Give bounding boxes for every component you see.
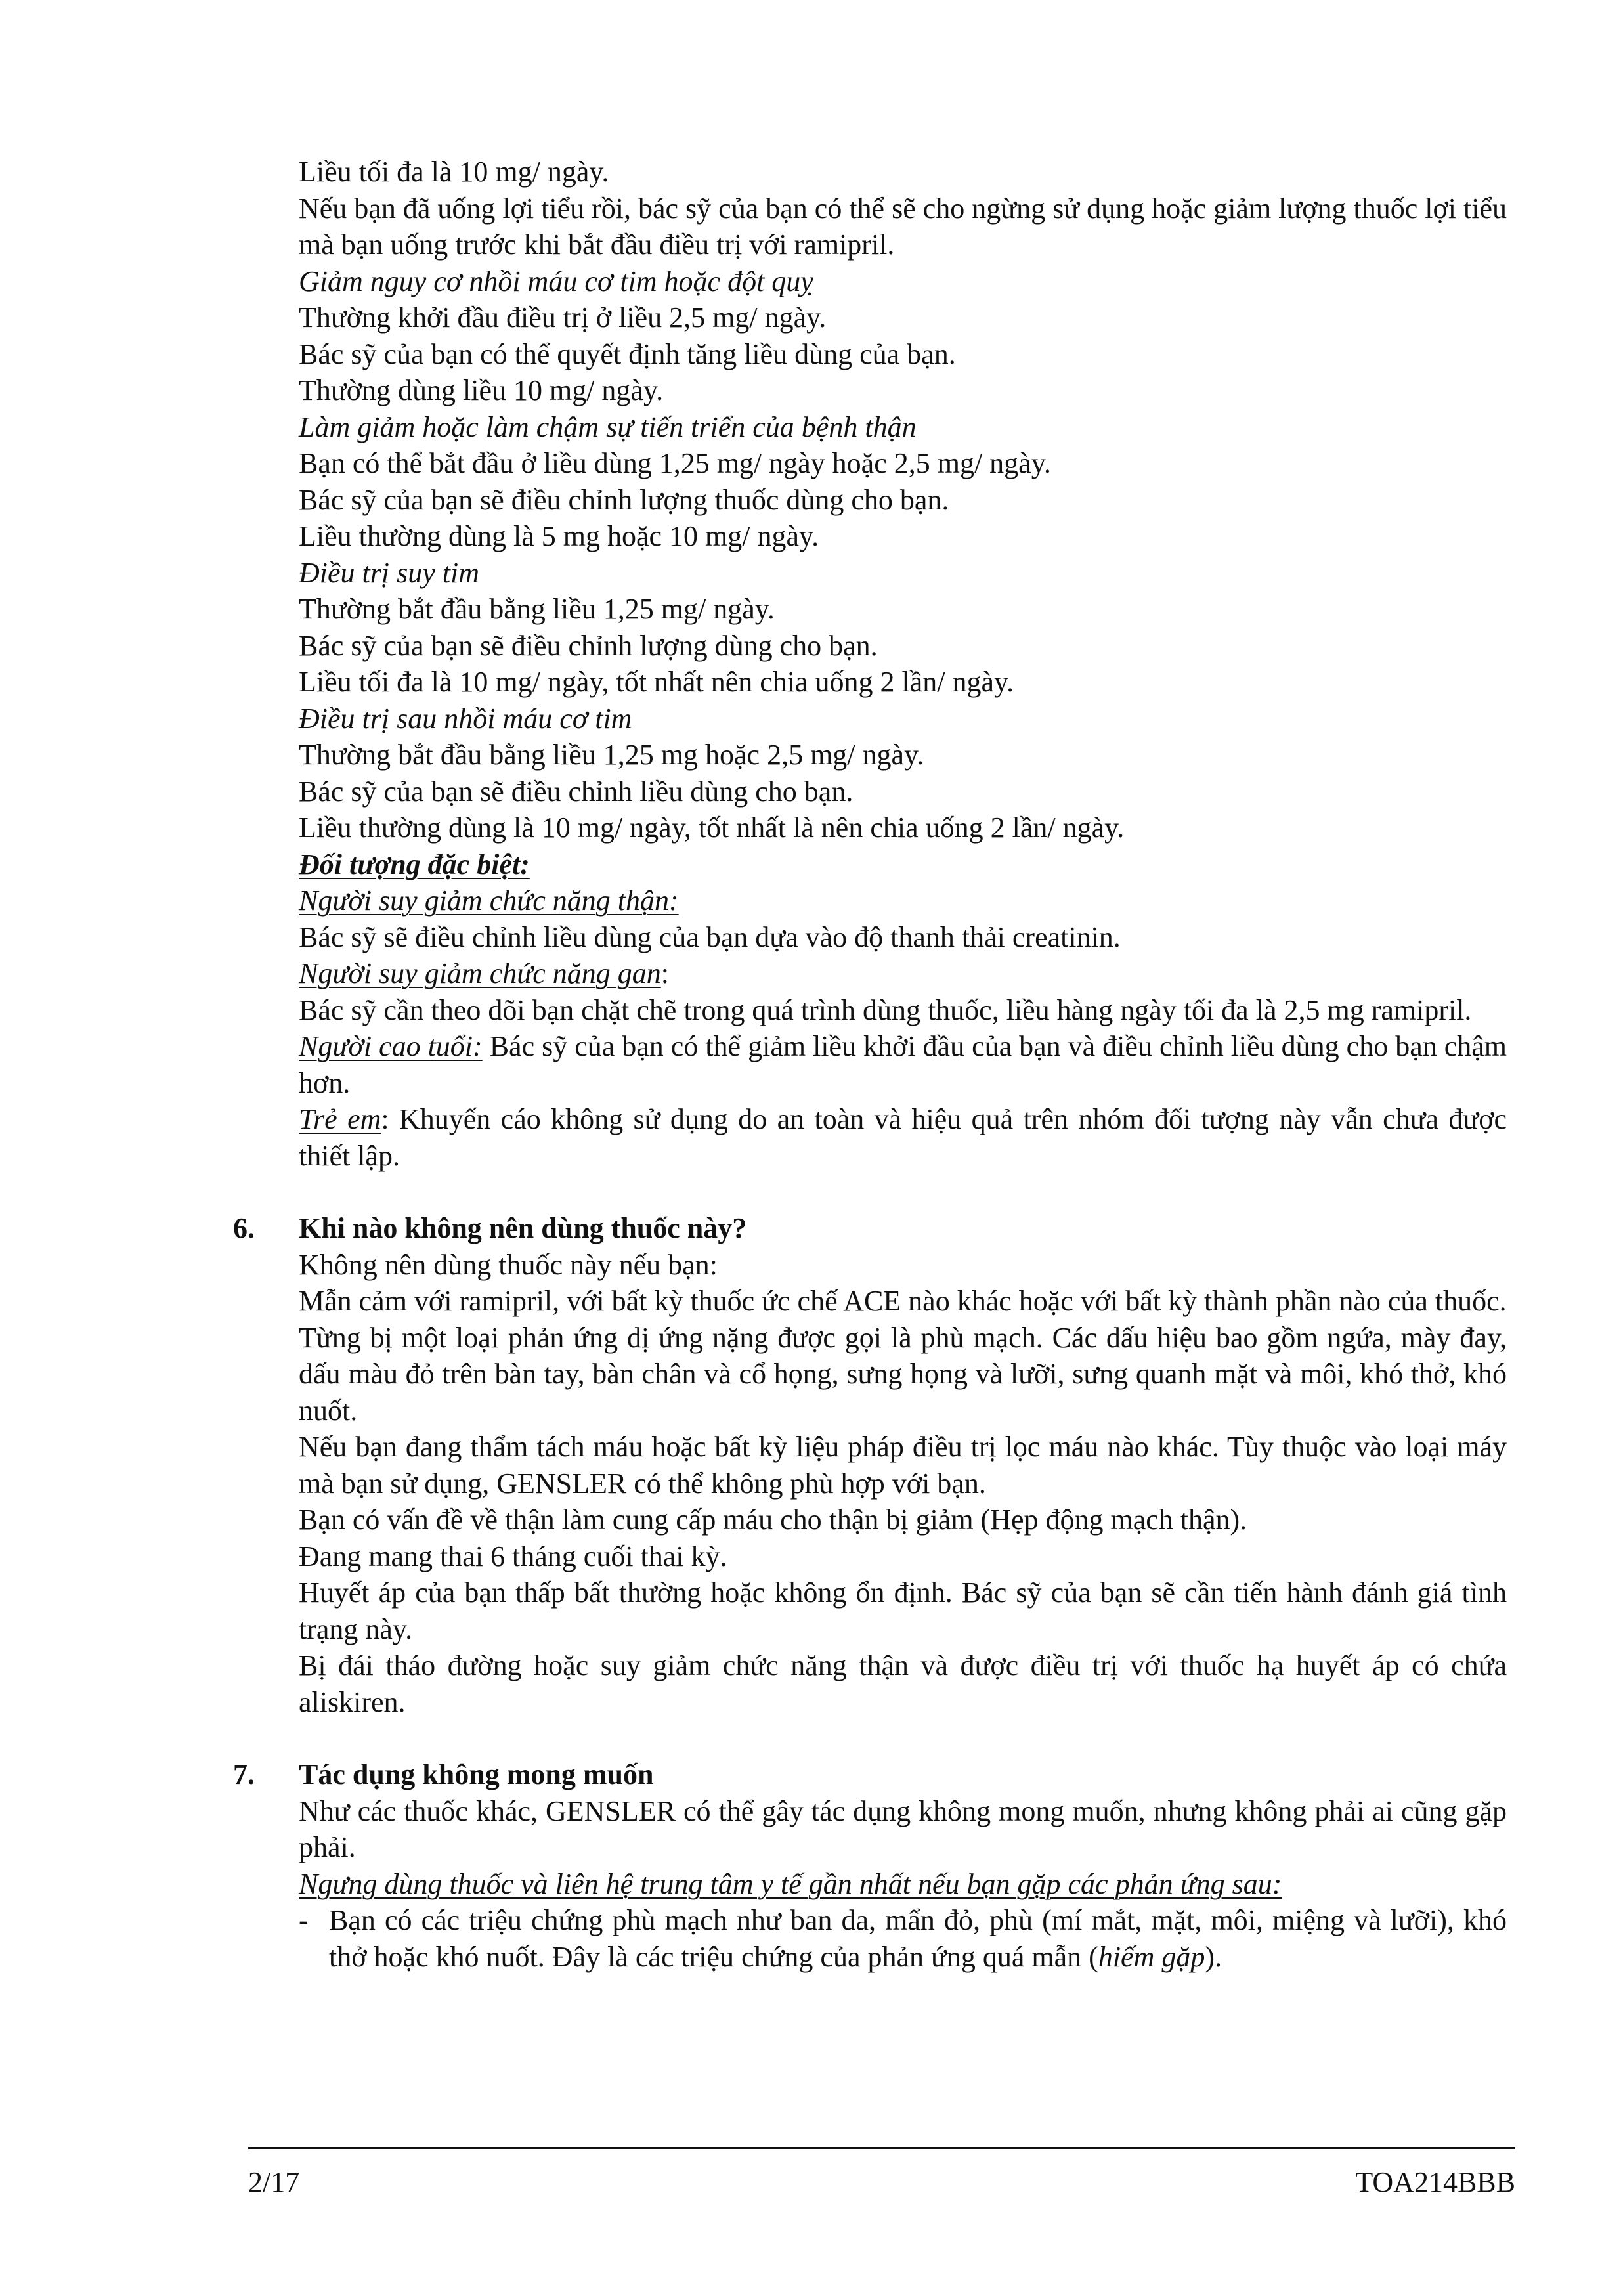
section-7: [233, 1756, 1507, 1975]
subheading-stroke: Giảm nguy cơ nhồi máu cơ tim hoặc đột quỵ: [299, 265, 813, 297]
special-populations-heading: Đối tượng đặc biệt:: [299, 848, 530, 880]
text-line: Liều tối đa là 10 mg/ ngày, tốt nhất nên chia uống 2 lần/ ngày.: [299, 666, 1014, 698]
text-line: Liều tối đa là 10 mg/ ngày.: [299, 156, 609, 188]
list-dash: -: [299, 1904, 309, 1936]
text-line: Bạn có thể bắt đầu ở liều dùng 1,25 mg/ ngày hoặc 2,5 mg/ ngày.: [299, 447, 1051, 479]
text-line: Bác sỹ của bạn có thể quyết định tăng liều dùng của bạn.: [299, 337, 956, 370]
section-title: Tác dụng không mong muốn: [299, 1758, 654, 1790]
page-content: [233, 154, 1507, 1975]
text-line: Thường bắt đầu bằng liều 1,25 mg hoặc 2,5 mg/ ngày.: [299, 739, 924, 771]
warning-text: Ngưng dùng thuốc và liên hệ trung tâm y tế gần nhất nếu bạn gặp các phản ứng sau:: [299, 1867, 1282, 1900]
page-number: 2/17: [248, 2166, 300, 2198]
hepatic-colon: :: [660, 957, 669, 989]
text-line: Bác sỹ của bạn sẽ điều chỉnh liều dùng cho bạn.: [299, 775, 854, 808]
hepatic-text: Bác sỹ cần theo dõi bạn chặt chẽ trong quá trình dùng thuốc, liều hàng ngày tối đa là 2,5 mg ramipril.: [299, 993, 1472, 1026]
text-line: Thường bắt đầu bằng liều 1,25 mg/ ngày.: [299, 593, 775, 625]
list-item-emphasis: hiếm gặp: [1098, 1940, 1205, 1973]
text-paragraph: Huyết áp của bạn thấp bất thường hoặc không ổn định. Bác sỹ của bạn sẽ cần tiến hành đánh giá tình trạng này.: [299, 1576, 1507, 1645]
text-line: Không nên dùng thuốc này nếu bạn:: [299, 1248, 718, 1281]
text-line: Bác sỹ của bạn sẽ điều chỉnh lượng thuốc dùng cho bạn.: [299, 483, 949, 516]
list-item-text: Bạn có các triệu chứng phù mạch như ban da, mẩn đỏ, phù (mí mắt, mặt, môi, miệng và lưỡi), khó thở hoặc khó nuốt. Đây là các triệu chứng của phản ứng quá mẫn (: [329, 1904, 1507, 1973]
text-paragraph: Như các thuốc khác, GENSLER có thể gây tác dụng không mong muốn, nhưng không phải ai cũng gặp phải.: [299, 1794, 1507, 1863]
text-line: Liều thường dùng là 10 mg/ ngày, tốt nhất là nên chia uống 2 lần/ ngày.: [299, 812, 1125, 844]
text-paragraph: Nếu bạn đã uống lợi tiểu rồi, bác sỹ của bạn có thể sẽ cho ngừng sử dụng hoặc giảm lượng thuốc lợi tiểu mà bạn uống trước khi bắt đầu điều trị với ramipril.: [299, 192, 1507, 261]
text-line: Bác sỹ của bạn sẽ điều chỉnh lượng dùng cho bạn.: [299, 629, 878, 662]
hepatic-label: Người suy giảm chức năng gan: [299, 957, 661, 989]
subheading-kidney: Làm giảm hoặc làm chậm sự tiến triển của bệnh thận: [299, 410, 917, 443]
text-line: Thường dùng liều 10 mg/ ngày.: [299, 374, 664, 406]
children-colon: :: [381, 1103, 389, 1135]
section-number: 6.: [233, 1212, 255, 1244]
text-paragraph: Từng bị một loại phản ứng dị ứng nặng được gọi là phù mạch. Các dấu hiệu bao gồm ngứa, mày đay, dấu màu đỏ trên bàn tay, bàn chân và cổ họng, sưng họng và lưỡi, sưng quanh mặt và môi, khó thở, khó nuốt.: [299, 1321, 1507, 1427]
renal-label: Người suy giảm chức năng thận:: [299, 884, 679, 917]
children-label: Trẻ em: [299, 1103, 381, 1135]
hepatic-label-line: [299, 955, 1507, 992]
section-6: [233, 1210, 1507, 1720]
children-paragraph: [299, 1101, 1507, 1174]
children-text: Khuyến cáo không sử dụng do an toàn và hiệu quả trên nhóm đối tượng này vẫn chưa được thiết lập.: [299, 1103, 1507, 1172]
subheading-post-mi: Điều trị sau nhồi máu cơ tim: [299, 702, 632, 735]
text-paragraph: Bị đái tháo đường hoặc suy giảm chức năng thận và được điều trị với thuốc hạ huyết áp có chứa aliskiren.: [299, 1649, 1507, 1718]
section-title: Khi nào không nên dùng thuốc này?: [299, 1212, 747, 1244]
text-paragraph: Đang mang thai 6 tháng cuối thai kỳ.: [299, 1540, 727, 1572]
elderly-label: Người cao tuổi:: [299, 1030, 483, 1062]
footer-divider: [248, 2147, 1515, 2149]
document-code: TOA214BBB: [1355, 2166, 1515, 2198]
elderly-text: Bác sỹ của bạn có thể giảm liều khởi đầu của bạn và điều chỉnh liều dùng cho bạn chậm hơn.: [299, 1030, 1507, 1099]
list-item: [299, 1902, 1507, 1975]
text-paragraph: Bạn có vấn đề về thận làm cung cấp máu cho thận bị giảm (Hẹp động mạch thận).: [299, 1504, 1247, 1536]
section-number: 7.: [233, 1758, 255, 1790]
list-item-end: ).: [1205, 1940, 1222, 1973]
text-line: Liều thường dùng là 5 mg hoặc 10 mg/ ngày.: [299, 520, 819, 552]
text-paragraph: Nếu bạn đang thẩm tách máu hoặc bất kỳ liệu pháp điều trị lọc máu nào khác. Tùy thuộc vào loại máy mà bạn sử dụng, GENSLER có thể không phù hợp với bạn.: [299, 1431, 1507, 1500]
elderly-paragraph: [299, 1028, 1507, 1101]
text-line: Thường khởi đầu điều trị ở liều 2,5 mg/ ngày.: [299, 301, 827, 334]
subheading-heart-failure: Điều trị suy tim: [299, 556, 479, 589]
renal-text: Bác sỹ sẽ điều chỉnh liều dùng của bạn dựa vào độ thanh thải creatinin.: [299, 921, 1121, 953]
text-paragraph: Mẫn cảm với ramipril, với bất kỳ thuốc ức chế ACE nào khác hoặc với bất kỳ thành phần nào của thuốc.: [299, 1285, 1507, 1317]
